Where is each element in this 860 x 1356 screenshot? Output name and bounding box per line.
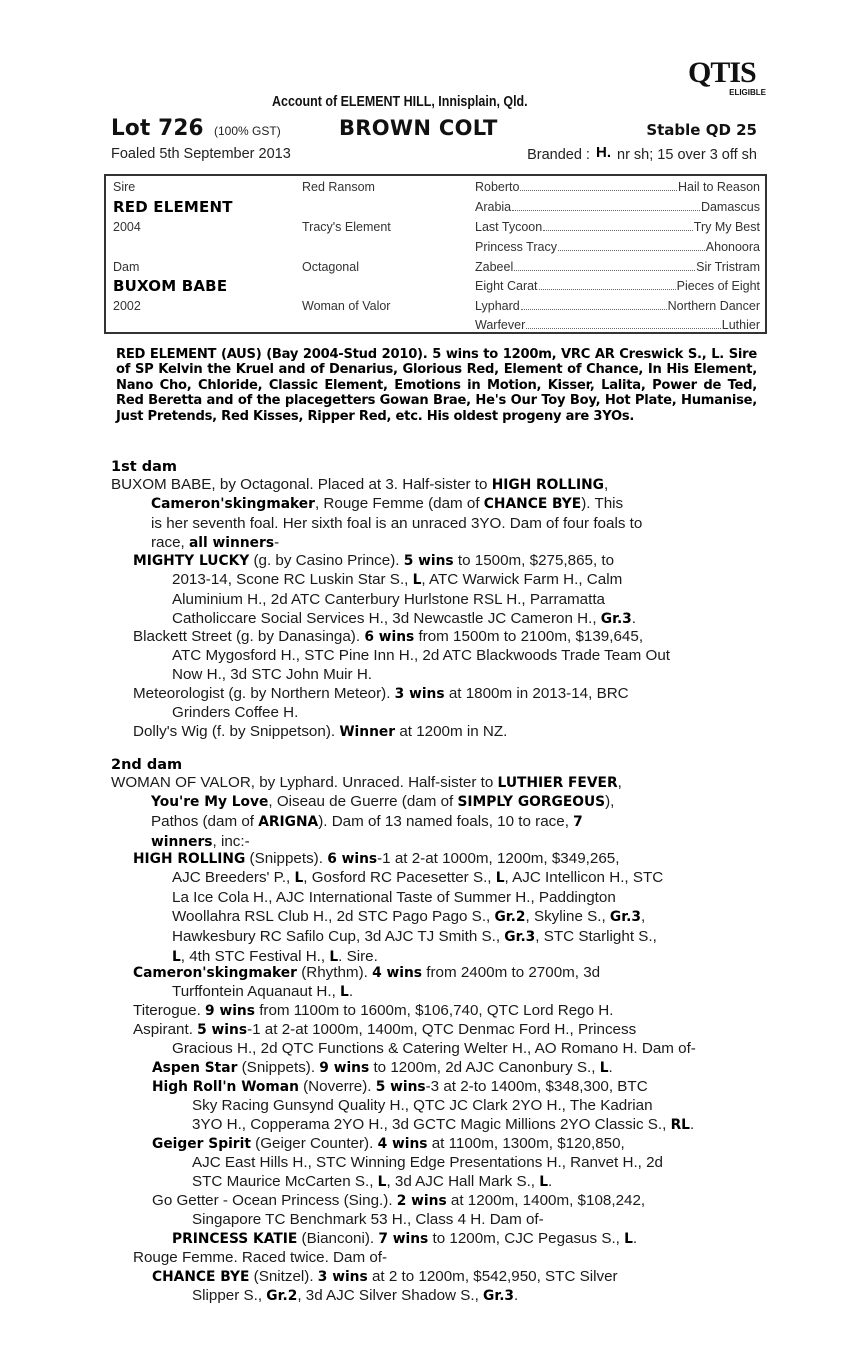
horse-description: BROWN COLT	[339, 116, 498, 140]
horse-name: CHANCE BYE	[152, 1269, 250, 1285]
ggp-right: Hail to Reason	[678, 180, 760, 194]
branded-label: Branded :	[527, 147, 590, 163]
second-dam-details: WOMAN OF VALOR, by Lyphard. Unraced. Half-sister to LUTHIER FEVER,	[111, 774, 622, 791]
brand-detail: nr sh; 15 over 3 off sh	[617, 147, 757, 163]
horse-name: Dolly's Wig	[133, 723, 208, 740]
ggp-right: Damascus	[700, 200, 760, 214]
ggp-right: Pieces of Eight	[676, 279, 760, 293]
horse-name: Rouge Femme. Raced twice. Dam of-	[133, 1249, 388, 1266]
first-dam-details: BUXOM BABE, by Octagonal. Placed at 3. Half-sister to HIGH ROLLING,	[111, 476, 609, 493]
dam-dam: Woman of Valor	[302, 299, 391, 313]
great-grandparent-row	[475, 218, 760, 236]
dam-sire: Octagonal	[302, 260, 359, 274]
dam-name: BUXOM BABE	[113, 277, 228, 295]
great-grandparent-row	[475, 198, 760, 216]
ggp-left: Last Tycoon	[475, 220, 543, 234]
sire-sire: Red Ransom	[302, 180, 375, 194]
grand-progeny-entry: High Roll'n Woman (Noverre). 5 wins-3 at 2-to 1400m, $348,300, BTC	[152, 1078, 648, 1095]
grand-progeny-entry: Geiger Spirit (Geiger Counter). 4 wins at 1100m, 1300m, $120,850,	[152, 1135, 625, 1152]
logo-text: QTIS	[688, 56, 756, 89]
horse-name: Titerogue.	[133, 1002, 206, 1019]
stable-number: Stable QD 25	[646, 121, 757, 139]
grand-progeny-entry-cont: Slipper S., Gr.2, 3d AJC Silver Shadow S., Gr.3.	[192, 1287, 519, 1304]
progeny-entry-cont: Grinders Coffee H.	[172, 704, 299, 721]
progeny-entry: Dolly's Wig (f. by Snippetson). Winner at 1200m in NZ.	[133, 723, 508, 740]
grand-progeny-entry: CHANCE BYE (Snitzel). 3 wins at 2 to 1200m, $542,950, STC Silver	[152, 1268, 618, 1285]
horse-name: Aspirant.	[133, 1021, 198, 1038]
great-grandparent-row	[475, 178, 760, 196]
horse-name: HIGH ROLLING	[491, 477, 604, 493]
grand-progeny-entry-cont: Singapore TC Benchmark 53 H., Class 4 H. Dam of-	[192, 1211, 544, 1228]
sire-label: Sire	[113, 180, 136, 194]
grand-progeny-entry: Go Getter - Ocean Princess (Sing.). 2 wins at 1200m, 1400m, $108,242,	[152, 1192, 646, 1209]
foaled-branded-line	[111, 146, 757, 166]
logo-subtext: ELIGIBLE	[729, 88, 766, 97]
foaled-date: Foaled 5th September 2013	[111, 146, 291, 162]
progeny-entry: Cameron'skingmaker (Rhythm). 4 wins from 2400m to 2700m, 3d	[133, 964, 601, 981]
branded-info	[527, 146, 757, 163]
ggp-right: Try My Best	[693, 220, 760, 234]
grand-progeny-entry-cont: AJC East Hills H., STC Winning Edge Presentations H., Ranvet H., 2d STC Maurice McCarten S., L, 3d AJC Hall Mark S., L.	[192, 1154, 663, 1190]
horse-name: PRINCESS KATIE	[172, 1231, 298, 1247]
horse-name: Meteorologist	[133, 685, 225, 702]
lot-number: Lot 726	[111, 116, 204, 141]
progeny-entry: MIGHTY LUCKY (g. by Casino Prince). 5 wins to 1500m, $275,865, to	[133, 552, 615, 569]
account-line: Account of ELEMENT HILL, Innisplain, Qld.	[272, 94, 528, 110]
ggp-left: Lyphard	[475, 299, 520, 313]
horse-name: You're My Love	[151, 794, 269, 810]
progeny-entry-cont: ATC Mygosford H., STC Pine Inn H., 2d ATC Blackwoods Trade Team Out Now H., 3d STC John Muir H.	[172, 647, 671, 683]
ggp-right: Northern Dancer	[667, 299, 760, 313]
grand-progeny-entry: Aspen Star (Snippets). 9 wins to 1200m, 2d AJC Canonbury S., L.	[152, 1059, 613, 1076]
sire-dam: Tracy's Element	[302, 220, 391, 234]
sire-year: 2004	[113, 220, 141, 234]
gst-note: (100% GST)	[214, 124, 281, 138]
horse-name: SIMPLY GORGEOUS	[457, 794, 606, 810]
ggp-left: Roberto	[475, 180, 520, 194]
horse-name: CHANCE BYE	[483, 496, 582, 512]
horse-name: LUTHIER FEVER	[497, 775, 618, 791]
great-grandparent-row	[475, 297, 760, 315]
ggp-left: Arabia	[475, 200, 512, 214]
progeny-entry: Meteorologist (g. by Northern Meteor). 3 wins at 1800m in 2013-14, BRC	[133, 685, 629, 702]
horse-name: High Roll'n Woman	[152, 1079, 299, 1095]
progeny-entry: Titerogue. 9 wins from 1100m to 1600m, $106,740, QTC Lord Rego H.	[133, 1002, 614, 1019]
second-dam-heading: 2nd dam	[111, 757, 183, 773]
horse-name: Blackett Street	[133, 628, 232, 645]
horse-name: Aspen Star	[152, 1060, 238, 1076]
horse-name: Go Getter - Ocean Princess (Sing.).	[152, 1192, 397, 1209]
progeny-entry-cont: AJC Breeders' P., L, Gosford RC Pacesetter S., L, AJC Intellicon H., STC La Ice Cola H., AJC International Taste of Summer H., Paddington Woollahra RSL Club H., 2d STC Pago Pago S., Gr.2, Skyline S., Gr.3, Hawkesbury RC Safilo Cup, 3d AJC TJ Smith S., Gr.3, STC Starlight S., L, 4th STC Festival H., L. Sire.	[172, 869, 664, 965]
great-grandparent-row	[475, 277, 760, 295]
brand-mark: H.	[595, 144, 611, 161]
first-dam-heading: 1st dam	[111, 459, 177, 475]
great-grandparent-row	[475, 316, 760, 334]
pedigree-table	[104, 174, 767, 334]
horse-name: Cameron'skingmaker	[133, 965, 297, 981]
ggp-left: Princess Tracy	[475, 240, 557, 254]
first-dam-details-cont: Cameron'skingmaker, Rouge Femme (dam of CHANCE BYE). This is her seventh foal. Her sixth foal is an unraced 3YO. Dam of four foals to race, all winners-	[151, 495, 643, 551]
progeny-entry: Blackett Street (g. by Danasinga). 6 wins from 1500m to 2100m, $139,645,	[133, 628, 644, 645]
great-grandparent-row	[475, 258, 760, 276]
ggp-right: Sir Tristram	[696, 260, 760, 274]
qtis-eligible-logo	[688, 58, 770, 98]
grand-progeny-entry-cont: Sky Racing Gunsynd Quality H., QTC JC Clark 2YO H., The Kadrian 3YO H., Copperama 2YO H., 3d GCTC Magic Millions 2YO Classic S., RL.	[192, 1097, 695, 1133]
progeny-entry-cont: Gracious H., 2d QTC Functions & Catering Welter H., AO Romano H. Dam of-	[172, 1040, 696, 1057]
dam-year: 2002	[113, 299, 141, 313]
second-dam-details-cont: You're My Love, Oiseau de Guerre (dam of SIMPLY GORGEOUS), Pathos (dam of ARIGNA). Dam of 13 named foals, 10 to race, 7 winners, inc:-	[151, 793, 615, 850]
ggp-left: Zabeel	[475, 260, 514, 274]
progeny-entry-cont: 2013-14, Scone RC Luskin Star S., L, ATC Warwick Farm H., Calm Aluminium H., 2d ATC Canterbury Hurlstone RSL H., Parramatta Catholiccare Social Services H., 3d Newcastle JC Cameron H., Gr.3.	[172, 571, 637, 627]
horse-name: HIGH ROLLING	[133, 851, 246, 867]
progeny-entry: HIGH ROLLING (Snippets). 6 wins-1 at 2-at 1000m, 1200m, $349,265,	[133, 850, 620, 867]
progeny-entry	[133, 1248, 757, 1267]
sire-name: RED ELEMENT	[113, 198, 233, 216]
ggp-left: Warfever	[475, 318, 526, 332]
sire-summary: RED ELEMENT (AUS) (Bay 2004-Stud 2010). 5 wins to 1200m, VRC AR Creswick S., L. Sire of SP Kelvin the Kruel and of Denarius, Glorious Red, Element of Chance, In His Element, Nano Cho, Chloride, Classic Element, Emotions in Motion, Kisser, Lalita, Power de Ted, Red Beretta and of the placegetters Gowan Brae, He's Our Toy Boy, Hot Plate, Humanise, Just Pretends, Red Kisses, Ripper Red, etc. His oldest progeny are 3YOs.	[116, 347, 757, 424]
horse-name: Geiger Spirit	[152, 1136, 251, 1152]
horse-name: Cameron'skingmaker	[151, 496, 315, 512]
horse-name: ARIGNA	[258, 814, 319, 830]
progeny-entry: Aspirant. 5 wins-1 at 2-at 1000m, 1400m, QTC Denmac Ford H., Princess	[133, 1021, 637, 1038]
ggp-right: Luthier	[721, 318, 760, 332]
ggp-right: Ahonoora	[705, 240, 760, 254]
great-grandparent-row	[475, 238, 760, 256]
lot-header	[111, 116, 757, 142]
ggp-left: Eight Carat	[475, 279, 538, 293]
dam-label: Dam	[113, 260, 140, 274]
horse-name: MIGHTY LUCKY	[133, 553, 250, 569]
great-grand-progeny-entry: PRINCESS KATIE (Bianconi). 7 wins to 1200m, CJC Pegasus S., L.	[172, 1230, 638, 1247]
progeny-entry-cont: Turffontein Aquanaut H., L.	[172, 983, 354, 1000]
